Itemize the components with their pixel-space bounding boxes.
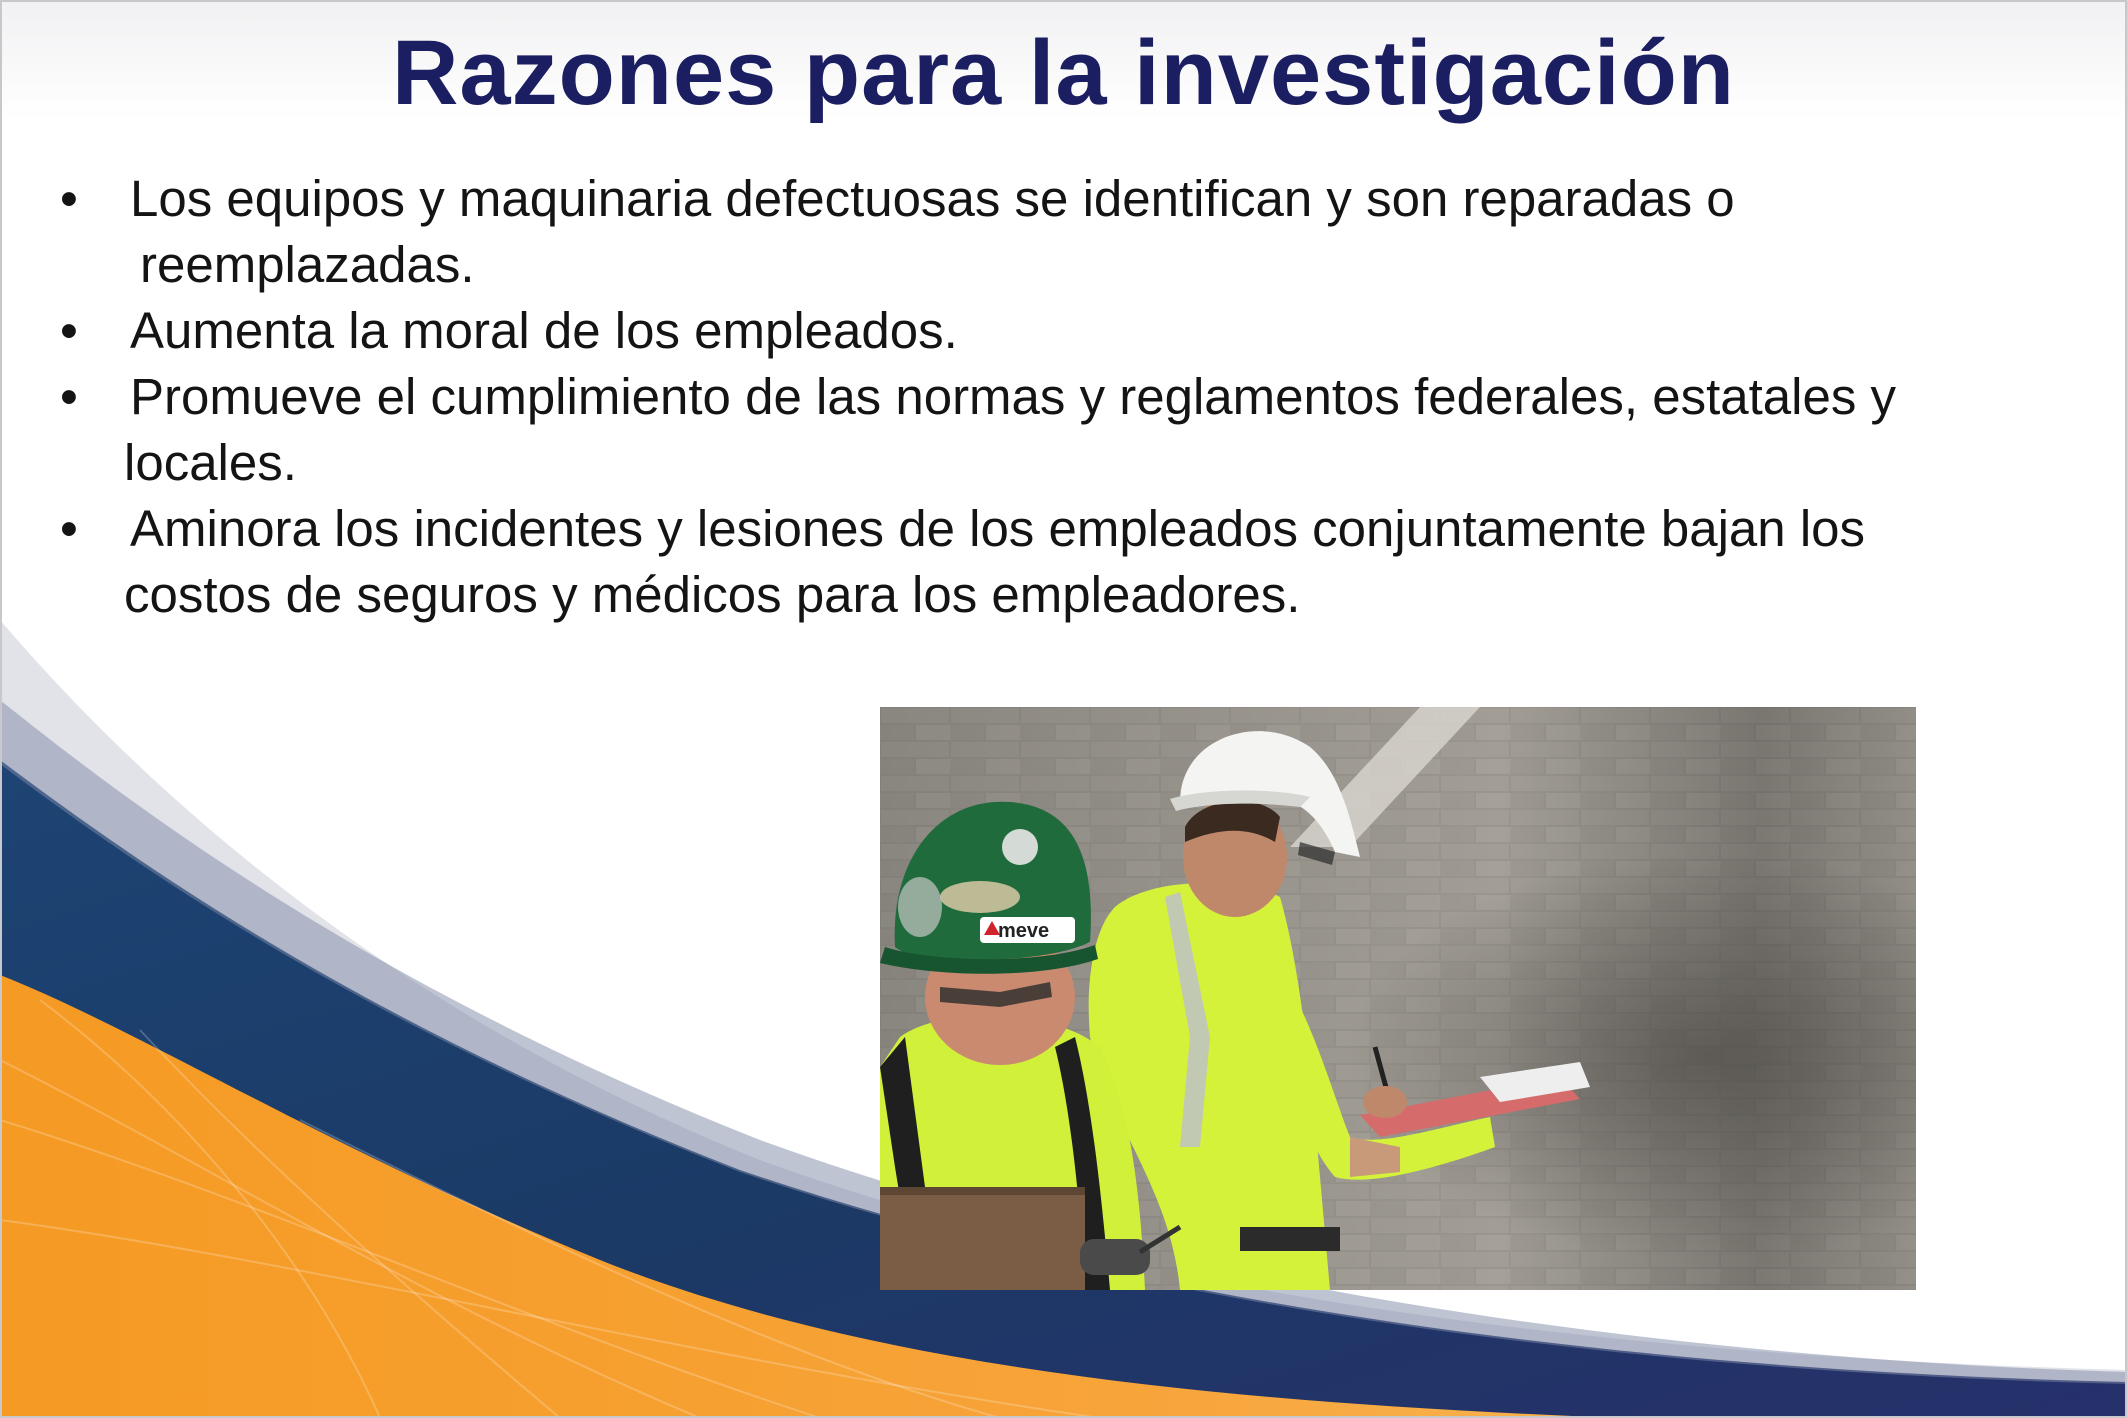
bullet-glyph: • [60,500,78,557]
workers-illustration [880,707,1916,1290]
bullet-text: Aminora los incidentes y lesiones de los empleados conjuntamente bajan los [130,500,1866,557]
bullet-text: Promueve el cumplimiento de las normas y reglamentos federales, estatales y [130,368,1896,425]
bullet-continuation: reemplazadas. [140,236,475,293]
bullet-list [60,166,2070,628]
helmet-sticker-text: meve [998,920,1050,942]
bullet-item [60,298,2070,364]
bullet-text: Los equipos y maquinaria defectuosas se identifican y son reparadas o [130,170,1735,227]
bullet-glyph: • [60,302,78,359]
bullet-glyph: • [60,170,78,227]
bullet-continuation: locales. [124,434,297,491]
bullet-glyph: • [60,368,78,425]
workers-photo [880,707,1916,1290]
bullet-item [60,496,2070,628]
bullet-item [60,364,2070,496]
bullet-text: Aumenta la moral de los empleados. [130,302,958,359]
slide-title: Razones para la investigación [391,22,1735,124]
bullet-continuation: costos de seguros y médicos para los empleadores. [124,566,1301,623]
bullet-item [60,166,2070,298]
